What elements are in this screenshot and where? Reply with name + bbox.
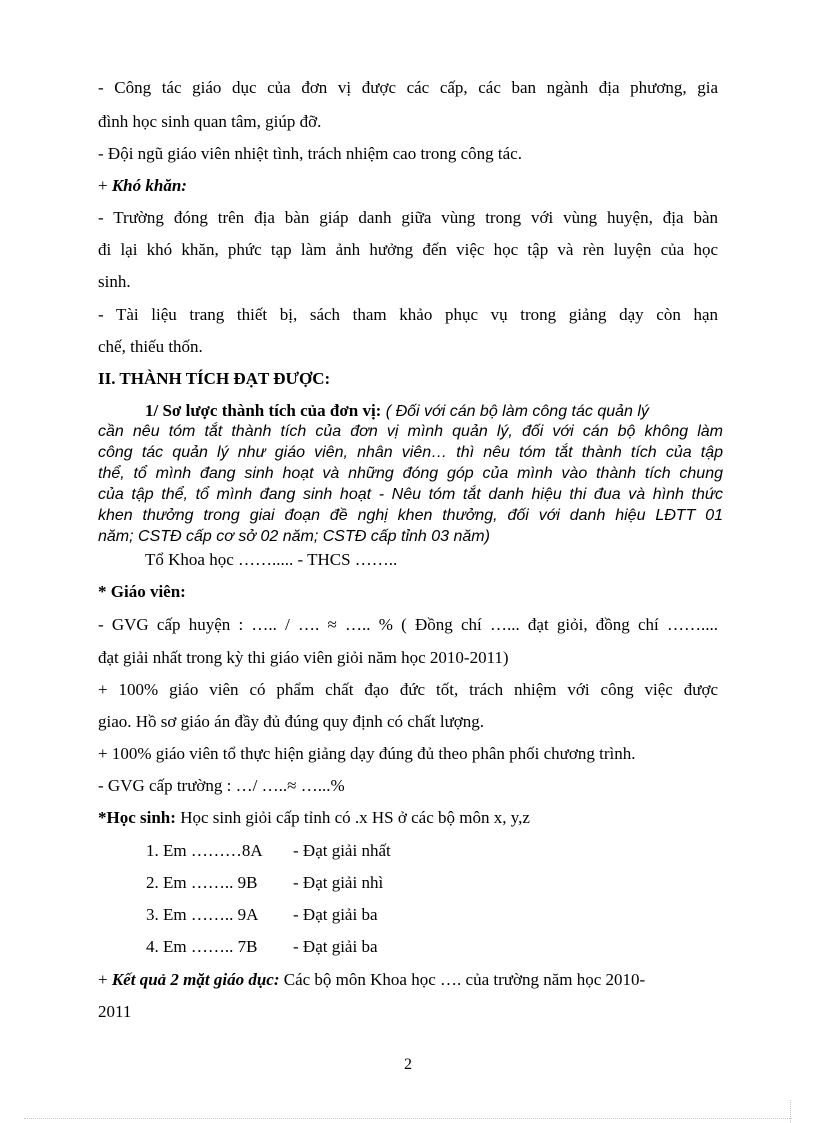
text-line: + 100% giáo viên tổ thực hiện giảng dạy đúng đủ theo phân phối chương trình. <box>98 744 636 763</box>
text-line: - Tài liệu trang thiết bị, sách tham khảo phục vụ trong giảng dạy còn hạn <box>98 305 718 324</box>
text-line: - Đội ngũ giáo viên nhiệt tình, trách nhiệm cao trong công tác. <box>98 144 522 163</box>
text-line: chế, thiếu thốn. <box>98 337 203 356</box>
text-line: đình học sinh quan tâm, giúp đỡ. <box>98 112 322 131</box>
student-award: - Đạt giải ba <box>293 937 378 956</box>
department-line: Tổ Khoa học ……..... - THCS …….. <box>145 550 398 569</box>
students-heading: *Học sinh: <box>98 808 176 827</box>
note-line: khen thưởng trong giai đoạn đề nghị khen thưởng, đối với danh hiệu LĐTT 01 <box>98 507 723 524</box>
section-heading: II. THÀNH TÍCH ĐẠT ĐƯỢC: <box>98 369 331 388</box>
prefix: + <box>98 176 112 195</box>
note-text: ( Đối với cán bộ làm công tác quản lý <box>381 403 649 420</box>
text-line: 2011 <box>98 1002 132 1021</box>
students-text: Học sinh giỏi cấp tỉnh có .x HS ở các bộ môn x, y,z <box>175 808 530 827</box>
difficulties-line <box>98 176 718 196</box>
student-row <box>146 841 766 861</box>
student-name: 1. Em ………8A <box>146 841 263 860</box>
note-line: cần nêu tóm tắt thành tích của đơn vị mình quản lý, đối với cán bộ không làm <box>98 423 723 440</box>
text-line: giao. Hồ sơ giáo án đầy đủ đúng quy định có chất lượng. <box>98 712 485 731</box>
student-row <box>146 873 766 893</box>
page-number: 2 <box>404 1056 412 1073</box>
results-text: Các bộ môn Khoa học …. của trường năm học 2010- <box>279 970 646 989</box>
note-line: công tác quản lý như giáo viên, nhân viên… thì nêu tóm tắt thành tích của tập <box>98 444 723 461</box>
student-name: 2. Em …….. 9B <box>146 873 258 892</box>
text-line: - GVG cấp trường : …/ …..≈ …...% <box>98 776 345 795</box>
text-line: - Trường đóng trên địa bàn giáp danh giữa vùng trong với vùng huyện, địa bàn <box>98 208 718 227</box>
note-line: của tập thể, tổ mình đang sinh hoạt - Nêu tóm tắt danh hiệu thi đua và hình thức <box>98 486 723 503</box>
text-line: sinh. <box>98 272 131 291</box>
student-award: - Đạt giải nhất <box>293 841 391 860</box>
student-award: - Đạt giải ba <box>293 905 378 924</box>
student-row <box>146 937 766 957</box>
text-line: đạt giải nhất trong kỳ thi giáo viên giỏi năm học 2010-2011) <box>98 648 509 667</box>
note-line: thể, tổ mình đang sinh hoạt và những đóng góp của mình vào thành tích chung <box>98 465 723 482</box>
text-line: + 100% giáo viên có phẩm chất đạo đức tốt, trách nhiệm với công việc được <box>98 680 718 699</box>
results-label: Kết quả 2 mặt giáo dục: <box>111 970 280 989</box>
student-name: 4. Em …….. 7B <box>146 937 258 956</box>
teachers-heading: * Giáo viên: <box>98 582 186 601</box>
text-line: - GVG cấp huyện : ….. / …. ≈ ….. % ( Đồng chí …... đạt giỏi, đồng chí …….... <box>98 615 718 634</box>
student-award: - Đạt giải nhì <box>293 873 384 892</box>
student-name: 3. Em …….. 9A <box>146 905 259 924</box>
student-row <box>146 905 766 925</box>
text-line: đi lại khó khăn, phức tạp làm ảnh hưởng đến việc học tập và rèn luyện của học <box>98 240 718 259</box>
prefix: + <box>98 970 112 989</box>
subsection-label: 1/ Sơ lược thành tích của đơn vị: <box>145 401 382 420</box>
difficulties-label: Khó khăn: <box>111 176 187 195</box>
page-border <box>24 1118 792 1119</box>
page-border <box>790 1100 791 1123</box>
subsection-line <box>145 401 725 422</box>
text-line: - Công tác giáo dục của đơn vị được các cấp, các ban ngành địa phương, gia <box>98 78 718 97</box>
note-line: năm; CSTĐ cấp cơ sở 02 năm; CSTĐ cấp tỉnh 03 năm) <box>98 528 490 545</box>
students-line <box>98 808 718 828</box>
results-line <box>98 970 718 990</box>
